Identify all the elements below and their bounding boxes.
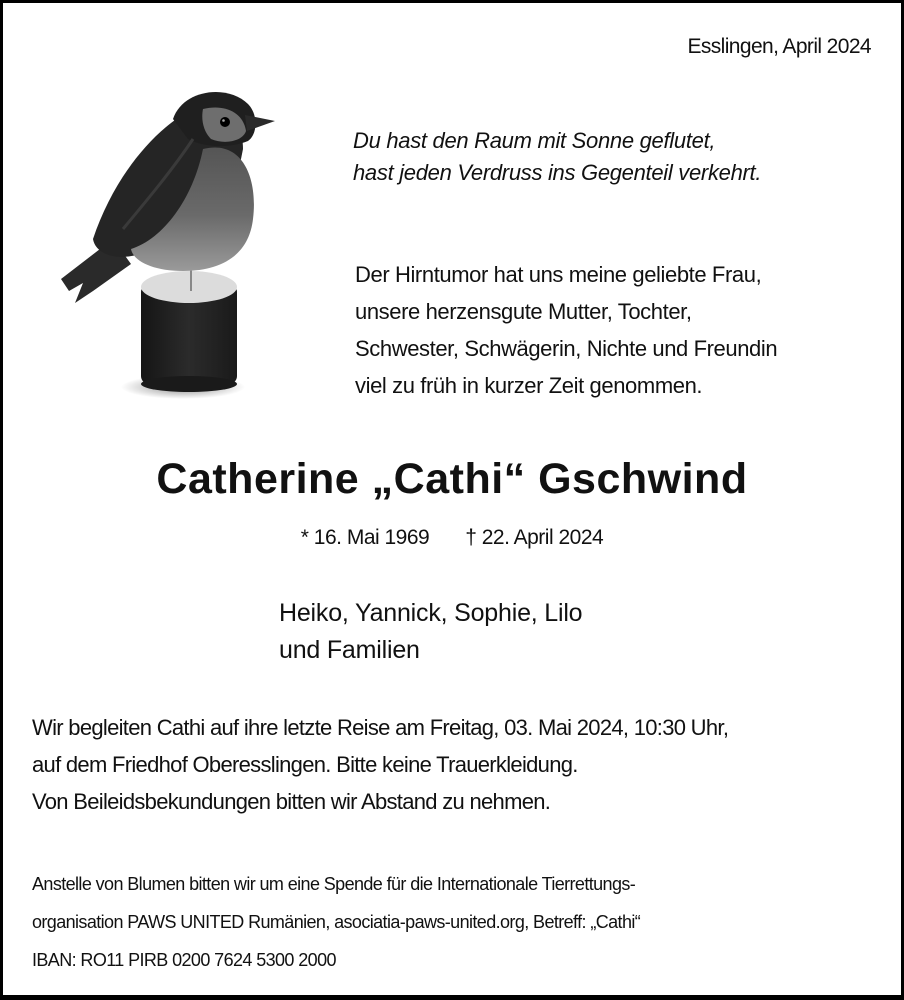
donation-line: organisation PAWS UNITED Rumänien, asociatia-paws-united.org, Betreff: „Cathi“ [32, 912, 641, 932]
birth-date: * 16. Mai 1969 [300, 526, 430, 549]
quote-line: Du hast den Raum mit Sonne geflutet, [353, 128, 716, 153]
mourners [279, 595, 582, 669]
deceased-name: Catherine „Cathi“ Gschwind [156, 455, 748, 503]
memorial-quote [353, 125, 761, 189]
mourners-line: und Familien [279, 636, 420, 664]
donation-line: Anstelle von Blumen bitten wir um eine Spende für die Internationale Tierrettungs- [32, 874, 636, 894]
service-line: auf dem Friedhof Oberesslingen. Bitte keine Trauerkleidung. [32, 752, 578, 777]
iban-line: IBAN: RO11 PIRB 0200 7624 5300 2000 [32, 950, 336, 970]
intro-line: unsere herzensgute Mutter, Tochter, [355, 299, 692, 324]
funeral-service-info [32, 709, 728, 820]
intro-line: Der Hirntumor hat uns meine geliebte Frau, [355, 262, 762, 287]
robin-bird-icon [53, 79, 293, 399]
quote-line: hast jeden Verdruss ins Gegenteil verkehrt. [353, 160, 762, 185]
intro-line: Schwester, Schwägerin, Nichte und Freundin [355, 336, 778, 361]
intro-text [355, 256, 777, 404]
mourners-line: Heiko, Yannick, Sophie, Lilo [279, 599, 583, 627]
death-date: † 22. April 2024 [465, 526, 604, 549]
life-dates [3, 526, 901, 550]
place-date: Esslingen, April 2024 [687, 35, 871, 58]
donation-info [32, 865, 640, 979]
service-line: Von Beileidsbekundungen bitten wir Abstand zu nehmen. [32, 789, 551, 814]
service-line: Wir begleiten Cathi auf ihre letzte Reise am Freitag, 03. Mai 2024, 10:30 Uhr, [32, 715, 729, 740]
intro-line: viel zu früh in kurzer Zeit genommen. [355, 373, 703, 398]
